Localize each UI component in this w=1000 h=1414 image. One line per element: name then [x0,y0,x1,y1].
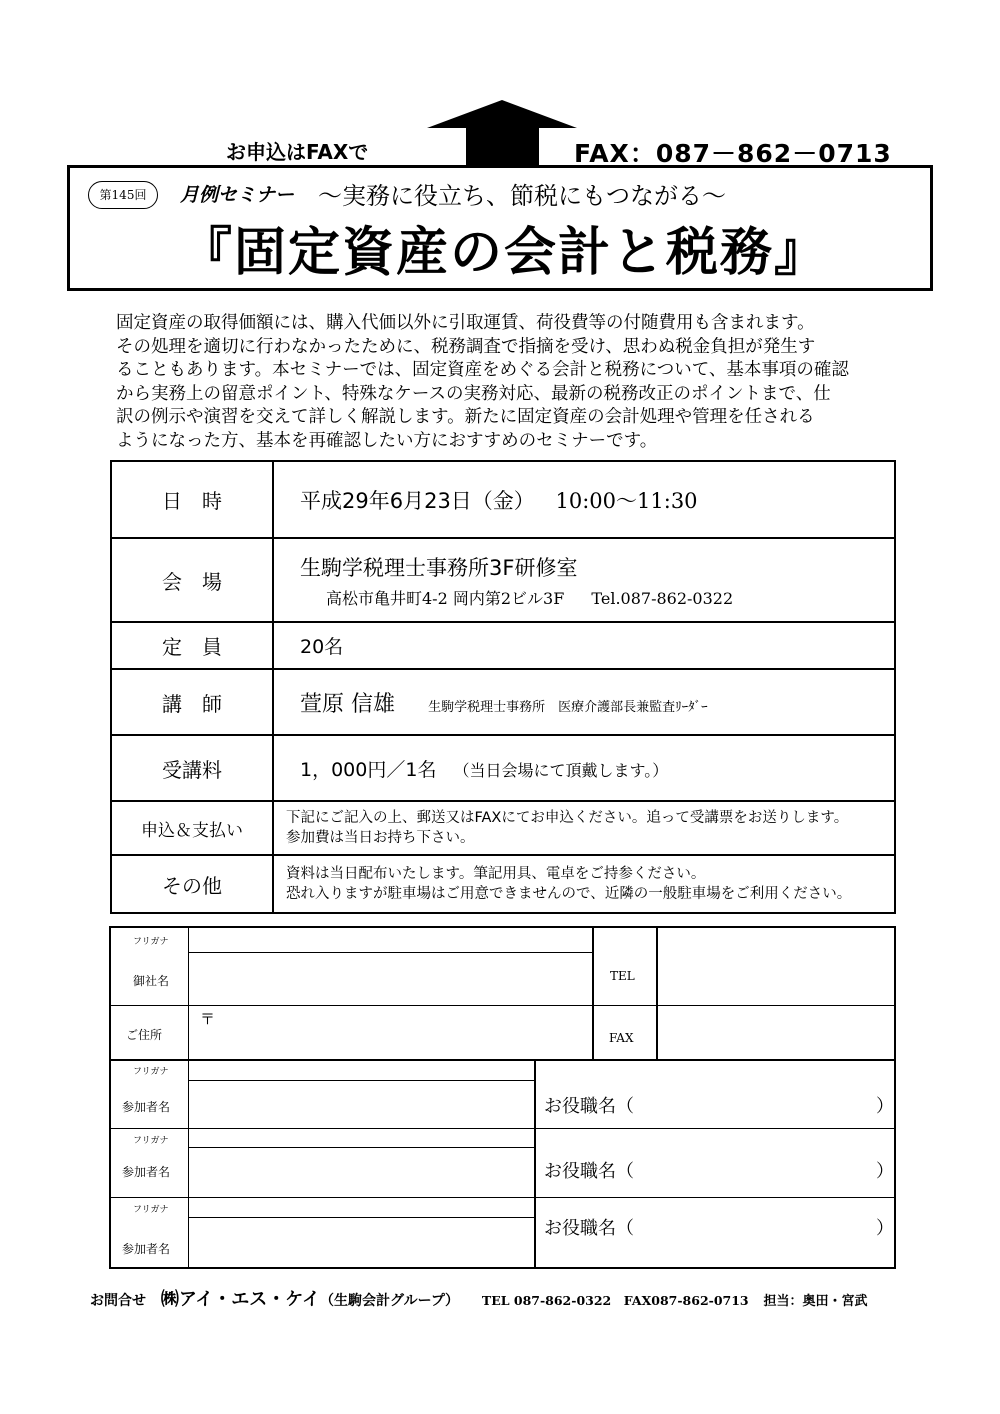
row-capacity [111,622,895,669]
post-title-label: お役職名（ [544,1161,634,1182]
lecturer-name: 萱原 信雄 [300,691,395,717]
form-row-line [188,1147,535,1148]
furigana-label: フリガナ [133,1136,169,1146]
form-col-line [188,1061,189,1268]
other-label: その他 [111,855,273,913]
arrow-up-icon [427,100,577,128]
application-line: 参加費は当日お持ち下さい。 [286,830,475,846]
form-border-right [894,926,896,1269]
other-line: 恐れ入りますが駐車場はご用意できませんので、近隣の一般駐車場をご利用ください。 [286,886,852,902]
form-border-left [109,926,111,1269]
venue-name: 生駒学税理士事務所3F研修室 [300,555,578,580]
fee-value-cell [273,735,895,801]
footer [90,1285,868,1311]
intro-line: ようになった方、基本を再確認したい方におすすめのセミナーです。 [116,430,658,451]
row-fee [111,735,895,801]
venue-address: 高松市亀井町4-2 岡内第2ビル3F [326,588,565,608]
application-value [273,801,895,855]
seminar-number-badge: 第145回 [88,181,158,209]
venue-tel: Tel.087-862-0322 [591,588,734,608]
participant-label: 参加者名 [122,1100,171,1114]
post-title-label: お役職名（ [544,1096,634,1117]
form-row-line [109,1005,896,1006]
intro-line: ることもあります。本セミナーでは、固定資産をめぐる会計と税務について、基本事項の確認 [116,360,849,380]
row-application [111,801,895,855]
row-other [111,855,895,913]
row-venue [111,538,895,622]
company-name: ㈱アイ・エス・ケイ [160,1289,320,1310]
intro-paragraph [116,312,896,453]
other-line: 資料は当日配布いたします。筆記用具、電卓をご持参ください。 [286,866,706,882]
fee-label: 受講料 [111,735,273,801]
arrow-shaft [466,127,539,165]
fee-note: （当日会場にて頂戴します。） [453,760,669,780]
form-row-line [109,1059,896,1061]
intro-line: から実務上の留意ポイント、特殊なケースの実務対応、最新の税務改正のポイントまで、仕 [116,383,831,404]
form-col-line [534,1061,536,1268]
venue-address-line [300,586,894,609]
row-datetime [111,461,895,538]
post-title-close: ） [876,1096,894,1117]
datetime-label: 日 時 [111,461,273,538]
form-border-bottom [109,1267,896,1269]
inquiry-label: お問合せ [90,1293,146,1309]
row-lecturer [111,669,895,735]
apply-by-fax: お申込はFAXで [226,140,369,164]
intro-line: 固定資産の取得価額には、購入代価以外に引取運賃、荷役費等の付随費用も含まれます。 [116,313,815,333]
participant-input-3[interactable] [190,1219,533,1266]
lecturer-value [273,669,895,735]
venue-value [273,538,895,622]
footer-contact: 担当：奥田・宮武 [763,1294,868,1309]
form-col-line [592,926,594,1060]
intro-line: その処理を適切に行わなかったために、税務調査で指摘を受け、思わぬ税金負担が発生す [116,336,816,357]
capacity-value: 20名 [273,622,895,669]
company-input[interactable] [190,954,590,1003]
form-row-line [109,1197,896,1198]
furigana-label: フリガナ [133,1067,169,1077]
date-value: 平成29年6月23日（金） [300,488,535,513]
form-col-line [188,926,189,1060]
furigana-label: フリガナ [133,1205,169,1215]
series-name: 月例セミナー [180,184,295,206]
address-input[interactable] [190,1007,590,1057]
lecturer-label: 講 師 [111,669,273,735]
fee-value: 1，000円／1名 [300,758,437,781]
furigana-label: フリガナ [133,937,169,947]
datetime-value [273,461,895,538]
form-row-line [188,952,592,953]
form-row-line [188,1217,535,1218]
fax-label: FAX [609,1031,634,1045]
company-group: （生駒会計グループ） [320,1293,460,1309]
participant-label: 参加者名 [122,1165,171,1179]
fax-number: FAX：087－862－0713 [574,139,892,168]
participant-label: 参加者名 [122,1242,171,1256]
participant-input-2[interactable] [190,1149,533,1196]
post-title-close: ） [876,1218,894,1239]
tel-input[interactable] [659,928,893,1004]
tel-label: TEL [610,969,635,983]
time-value: 10:00～11:30 [555,488,698,513]
post-title-close: ） [876,1161,894,1182]
form-row-line [188,1080,535,1081]
participant-input-1[interactable] [190,1082,533,1127]
application-label: 申込＆支払い [111,801,273,855]
postal-mark: 〒 [200,1010,216,1028]
form-row-line [109,1128,896,1129]
footer-tel-fax: TEL 087-862-0322 FAX087-862-0713 [481,1293,749,1308]
main-title: 『固定資産の会計と税務』 [180,223,829,283]
info-table [110,460,896,914]
capacity-label: 定 員 [111,622,273,669]
application-line: 下記にご記入の上、郵送又はFAXにてお申込ください。追って受講票をお送りします。 [286,810,849,826]
venue-label: 会 場 [111,538,273,622]
subtitle: ～実務に役立ち、節税にもつながる～ [318,182,726,210]
post-title-label: お役職名（ [544,1218,634,1239]
other-value [273,855,895,913]
fax-input[interactable] [659,1007,893,1058]
company-label: 御社名 [133,974,170,988]
form-col-line [656,926,658,1060]
address-label: ご住所 [126,1028,163,1042]
intro-line: 訳の例示や演習を交えて詳しく解説します。新たに固定資産の会計処理や管理を任される [116,407,815,427]
lecturer-title: 生駒学税理士事務所 医療介護部長兼監査ﾘｰﾀﾞｰ [428,699,708,715]
